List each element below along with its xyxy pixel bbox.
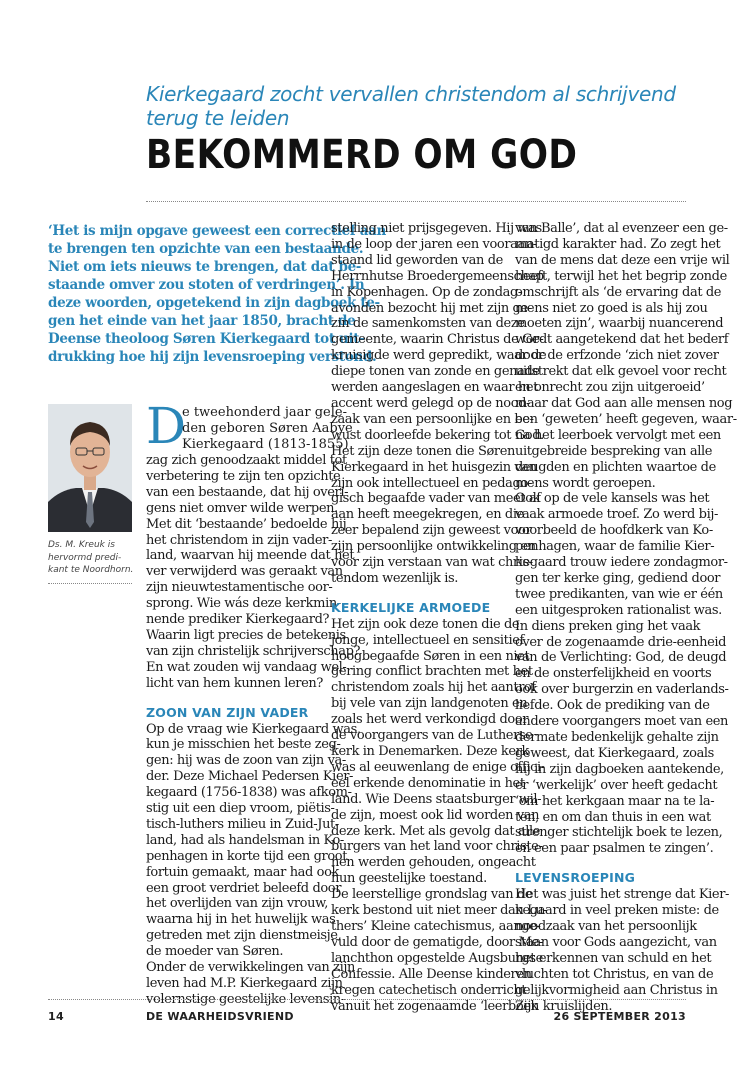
body-line: fortuin gemaakt, maar had ook bbox=[146, 864, 340, 880]
body-line: Confessie. Alle Deense kinderen bbox=[331, 966, 532, 982]
body-line: tendom wezenlijk is. bbox=[331, 570, 458, 586]
body-line: aan heeft meegekregen, en die bbox=[331, 507, 524, 523]
body-line: hun geestelijke toestand. bbox=[331, 871, 487, 887]
body-line: nen werden gehouden, ongeacht bbox=[331, 855, 536, 871]
author-photo bbox=[48, 404, 132, 532]
body-line: getreden met zijn dienstmeisje, bbox=[146, 928, 342, 944]
body-line: door de erfzonde ‘zich niet zover bbox=[515, 348, 719, 364]
article-title: BEKOMMERD OM GOD bbox=[146, 132, 578, 178]
body-line: jonge, intellectueel en sensitief bbox=[331, 632, 524, 648]
body-line: gelijkvormigheid aan Christus in bbox=[515, 982, 718, 998]
section-heading: LEVENSROEPING bbox=[515, 870, 636, 886]
body-line: na het leerboek vervolgt met een bbox=[515, 427, 721, 443]
body-line: heeft, terwijl het het begrip zonde bbox=[515, 268, 727, 284]
body-line: waarna hij in het huwelijk was bbox=[146, 912, 336, 928]
column-1 bbox=[146, 453, 361, 1008]
body-line: uitstrekt dat elk gevoel voor recht bbox=[515, 364, 727, 380]
body-line: licht van hem kunnen leren? bbox=[146, 675, 323, 691]
body-line: over de zogenaamde drie-eenheid bbox=[515, 634, 727, 650]
body-line: mens niet zo goed is als hij zou bbox=[515, 300, 708, 316]
body-line: dermate bedenkelijk gehalte zijn bbox=[515, 730, 719, 745]
body-line: van een bestaande, dat hij overi- bbox=[146, 484, 349, 500]
body-line: matigd karakter had. Zo zegt het bbox=[515, 236, 721, 252]
body-line: de zijn, moest ook lid worden van bbox=[331, 807, 540, 823]
body-line: Met dit ‘bestaande’ bedoelde hij bbox=[146, 516, 347, 532]
body-line: Zijn kruislijden. bbox=[515, 998, 613, 1014]
intro-line: gen het einde van het jaar 1850, bracht de bbox=[48, 313, 356, 329]
body-line: zeer bepalend zijn geweest voor bbox=[331, 523, 532, 539]
body-line: het christendom in zijn vader- bbox=[146, 532, 332, 548]
body-line: kegaard in veel preken miste: de bbox=[515, 903, 719, 919]
body-line: hoogbegaafde Søren in een niet bbox=[331, 648, 530, 664]
body-line: kregen catechetisch onderricht bbox=[331, 982, 527, 998]
body-line: werden aangeslagen en waar het bbox=[331, 380, 539, 396]
issue-date: 26 SEPTEMBER 2013 bbox=[553, 1010, 686, 1023]
body-line: Kierkegaard (1813-1855) bbox=[182, 436, 349, 452]
intro-line: Niet om iets nieuws te brengen, dat dat be- bbox=[48, 259, 362, 275]
body-line: kerk bestond uit niet meer dan Lu- bbox=[331, 903, 548, 919]
body-line: gen ter kerke ging, gediend door bbox=[515, 570, 721, 586]
body-line: vanuit het zogenaamde ‘leerboek bbox=[331, 998, 539, 1014]
body-line: zaak van een persoonlijke en be- bbox=[331, 411, 534, 427]
footer-divider bbox=[48, 999, 686, 1000]
body-line: In diens preken ging het vaak bbox=[515, 618, 701, 634]
intro-line: drukking hoe hij zijn levensroeping verstond. bbox=[48, 349, 377, 365]
body-line: Het was juist het strenge dat Kier- bbox=[515, 887, 730, 903]
body-line: zijn ook intellectueel en pedago- bbox=[331, 475, 532, 491]
body-line: een groot verdriet beleefd door bbox=[146, 880, 342, 896]
body-line: vluchten tot Christus, en van de bbox=[515, 966, 714, 982]
body-line: gemeente, waarin Christus de Ge- bbox=[331, 332, 544, 348]
body-line: omschrijft als ‘de ervaring dat de bbox=[515, 284, 722, 300]
body-line: zin de samenkomsten van deze bbox=[331, 316, 525, 332]
body-line: diepe tonen van zonde en genade bbox=[331, 364, 540, 380]
body-line: Herrnhutse Broedergemeenschap bbox=[331, 268, 544, 284]
body-line: Onder de verwikkelingen van zijn bbox=[146, 960, 355, 976]
body-line: het erkennen van schuld en het bbox=[515, 950, 712, 966]
body-line: gisch begaafde vader van meet af bbox=[331, 491, 541, 507]
body-line: voorbeeld de hoofdkerk van Ko- bbox=[515, 523, 713, 539]
body-line: lanchthon opgestelde Augsburgse bbox=[331, 950, 543, 966]
body-line: land, waarvan hij meende dat het bbox=[146, 548, 355, 564]
body-line: tisch-luthers milieu in Zuid-Jut- bbox=[146, 816, 339, 832]
section-heading: ZOON VAN ZIJN VADER bbox=[146, 704, 309, 720]
body-line: staand lid geworden van de bbox=[331, 252, 503, 268]
body-line: er ‘werkelijk’ over heeft gedacht bbox=[515, 777, 718, 793]
section-heading: KERKELIJKE ARMOEDE bbox=[331, 599, 491, 615]
body-line: strenger stichtelijk boek te lezen, bbox=[515, 825, 723, 841]
body-line: kruisigde werd gepredikt, waar de bbox=[331, 348, 547, 364]
body-line: Op de vraag wie Kierkegaard was, bbox=[146, 721, 361, 737]
body-line: zag zich genoodzaakt middel tot bbox=[146, 453, 347, 468]
body-line: uitgebreide bespreking van alle bbox=[515, 443, 713, 459]
body-line: in Kopenhagen. Op de zondag- bbox=[331, 284, 522, 300]
intro-line: staande omver zou stoten of verdringen’. In bbox=[48, 277, 365, 293]
intro-line: deze woorden, opgetekend in zijn dagboek te- bbox=[48, 295, 380, 311]
body-line: ver verwijderd was geraakt van bbox=[146, 564, 343, 580]
body-line: de moeder van Søren. bbox=[146, 944, 284, 960]
body-line: penhagen, waar de familie Kier- bbox=[515, 539, 715, 555]
body-line: twee predikanten, van wie er één bbox=[515, 586, 723, 602]
body-line: van Balle’, dat al evenzeer een ge- bbox=[515, 221, 728, 236]
body-line: den geboren Søren Aabye bbox=[182, 420, 353, 436]
column-3 bbox=[515, 221, 737, 1014]
body-line: van zijn christelijk schrijverschap? bbox=[146, 643, 361, 659]
col1-dropcap-lines bbox=[182, 405, 353, 453]
body-line: deugden en plichten waartoe de bbox=[515, 459, 716, 475]
body-line: land, had als handelsman in Ko- bbox=[146, 832, 344, 848]
body-line: accent werd gelegd op de nood- bbox=[331, 395, 531, 411]
body-line: volernstige geestelijke levensin- bbox=[146, 991, 345, 1007]
article-subtitle: Kierkegaard zocht vervallen christendom al schrijvend terug te leiden bbox=[146, 82, 676, 130]
body-line: mens wordt geroepen. bbox=[515, 475, 656, 491]
body-line: Waarin ligt precies de betekenis bbox=[146, 627, 346, 643]
intro-line: ‘Het is mijn opgave geweest een correctief aan bbox=[48, 223, 386, 239]
body-line: burgers van het land voor christe- bbox=[331, 839, 543, 855]
body-line: wordt aangetekend dat het bederf bbox=[515, 332, 729, 348]
intro-line: te brengen ten opzichte van een bestaande. bbox=[48, 241, 364, 257]
body-line: van de Verlichting: God, de deugd bbox=[515, 650, 727, 666]
body-line: hij in zijn dagboeken aantekende, bbox=[515, 761, 724, 777]
body-line: Ook op de vele kansels was het bbox=[515, 491, 710, 507]
body-line: noodzaak van het persoonlijk bbox=[515, 918, 697, 934]
drop-cap: D bbox=[146, 397, 187, 455]
body-line: der. Deze Michael Pedersen Kier- bbox=[146, 769, 354, 785]
body-line: kun je misschien het beste zeg- bbox=[146, 737, 341, 753]
body-line: Kierkegaard in het huisgezin van bbox=[331, 459, 537, 475]
photo-caption bbox=[48, 539, 138, 577]
body-line: was al eeuwenlang de enige offici- bbox=[331, 759, 545, 775]
body-line: moeten zijn’, waarbij nuancerend bbox=[515, 316, 724, 332]
body-line: maar dat God aan alle mensen nog bbox=[515, 395, 733, 411]
body-line: bij vele van zijn landgenoten en bbox=[331, 696, 528, 712]
body-line: vaak armoede troef. Zo werd bij- bbox=[515, 507, 718, 523]
intro-quote bbox=[48, 222, 386, 366]
body-line: ten, en om dan thuis in een wat bbox=[515, 809, 711, 825]
body-line: stelling niet prijsgegeven. Hij was bbox=[331, 221, 542, 236]
body-line: een uitgesproken rationalist was. bbox=[515, 602, 722, 618]
body-line: andere voorgangers moet van een bbox=[515, 714, 729, 730]
body-line: en onrecht zou zijn uitgeroeid’ bbox=[515, 380, 705, 396]
body-line: ook over burgerzin en vaderlands- bbox=[515, 682, 729, 698]
body-line: een ‘geweten’ heeft gegeven, waar- bbox=[515, 411, 737, 427]
body-line: leven had M.P. Kierkegaard zijn bbox=[146, 976, 343, 991]
body-line: van de mens dat deze een vrije wil bbox=[515, 252, 730, 268]
body-line: de voorgangers van de Lutherse bbox=[331, 728, 533, 744]
body-line: deze kerk. Met als gevolg dat alle bbox=[331, 823, 541, 839]
body-line: De leerstellige grondslag van de bbox=[331, 887, 533, 903]
body-line: gens niet omver wilde werpen. bbox=[146, 500, 338, 516]
body-line: En wat zouden wij vandaag wel- bbox=[146, 659, 347, 675]
body-line: penhagen in korte tijd een groot bbox=[146, 848, 348, 864]
body-line: christendom zoals hij het aantrof bbox=[331, 680, 536, 696]
body-line: liefde. Ook de prediking van de bbox=[515, 698, 710, 714]
body-line: verbetering te zijn ten opzichte bbox=[146, 468, 341, 484]
body-line: sprong. Wie wás deze kerkmin- bbox=[146, 596, 341, 612]
body-line: eel erkende denominatie in het bbox=[331, 775, 525, 791]
body-line: e tweehonderd jaar gele- bbox=[182, 405, 347, 420]
body-line: land. Wie Deens staatsburger wil- bbox=[331, 791, 542, 807]
body-line: gen: hij was de zoon van zijn va- bbox=[146, 753, 346, 769]
body-line: voor zijn verstaan van wat chris- bbox=[331, 555, 533, 571]
body-line: ‘om het kerkgaan maar na te la- bbox=[515, 793, 715, 809]
body-line: Het zijn deze tonen die Søren bbox=[331, 443, 515, 459]
publication-name: DE WAARHEIDSVRIEND bbox=[146, 1010, 294, 1023]
body-line: zijn persoonlijke ontwikkeling en bbox=[331, 539, 536, 555]
body-line: stig uit een diep vroom, piëtis- bbox=[146, 801, 335, 817]
caption-divider bbox=[48, 583, 132, 584]
body-line: kegaard (1756-1838) was afkom- bbox=[146, 785, 352, 801]
page-number: 14 bbox=[48, 1010, 64, 1023]
intro-line: Deense theoloog Søren Kierkegaard tot uit- bbox=[48, 331, 365, 347]
body-line: in de loop der jaren een vooraan- bbox=[331, 236, 537, 252]
body-line: en een paar psalmen te zingen’. bbox=[515, 841, 714, 857]
title-divider bbox=[146, 201, 686, 202]
column-2 bbox=[331, 221, 548, 1014]
body-line: het overlijden van zijn vrouw, bbox=[146, 896, 328, 912]
body-line: Het zijn ook deze tonen die de bbox=[331, 616, 520, 632]
body-line: thers’ Kleine catechismus, aange- bbox=[331, 918, 541, 934]
body-line: vuld door de gematigde, door Me- bbox=[331, 934, 543, 950]
body-line: zoals het werd verkondigd door bbox=[331, 712, 529, 728]
body-line: nende prediker Kierkegaard? bbox=[146, 612, 330, 628]
body-line: wust doorleefde bekering tot God. bbox=[331, 427, 544, 443]
caption-line: kant te Noordhorn. bbox=[48, 565, 134, 575]
body-line: gering conflict brachten met het bbox=[331, 664, 533, 680]
body-line: en de onsterfelijkheid en voorts bbox=[515, 666, 712, 682]
body-line: zijn nieuwtestamentische oor- bbox=[146, 580, 333, 596]
body-line: kegaard trouw iedere zondagmor- bbox=[515, 555, 728, 571]
caption-line: Ds. M. Kreuk is bbox=[48, 540, 115, 550]
body-line: kerk in Denemarken. Deze kerk bbox=[331, 744, 529, 759]
body-line: geweest, dat Kierkegaard, zoals bbox=[515, 745, 714, 761]
caption-line: hervormd predi- bbox=[48, 552, 122, 563]
body-line: staan voor Gods aangezicht, van bbox=[515, 934, 717, 950]
body-line: avonden bezocht hij met zijn ge- bbox=[331, 300, 532, 316]
